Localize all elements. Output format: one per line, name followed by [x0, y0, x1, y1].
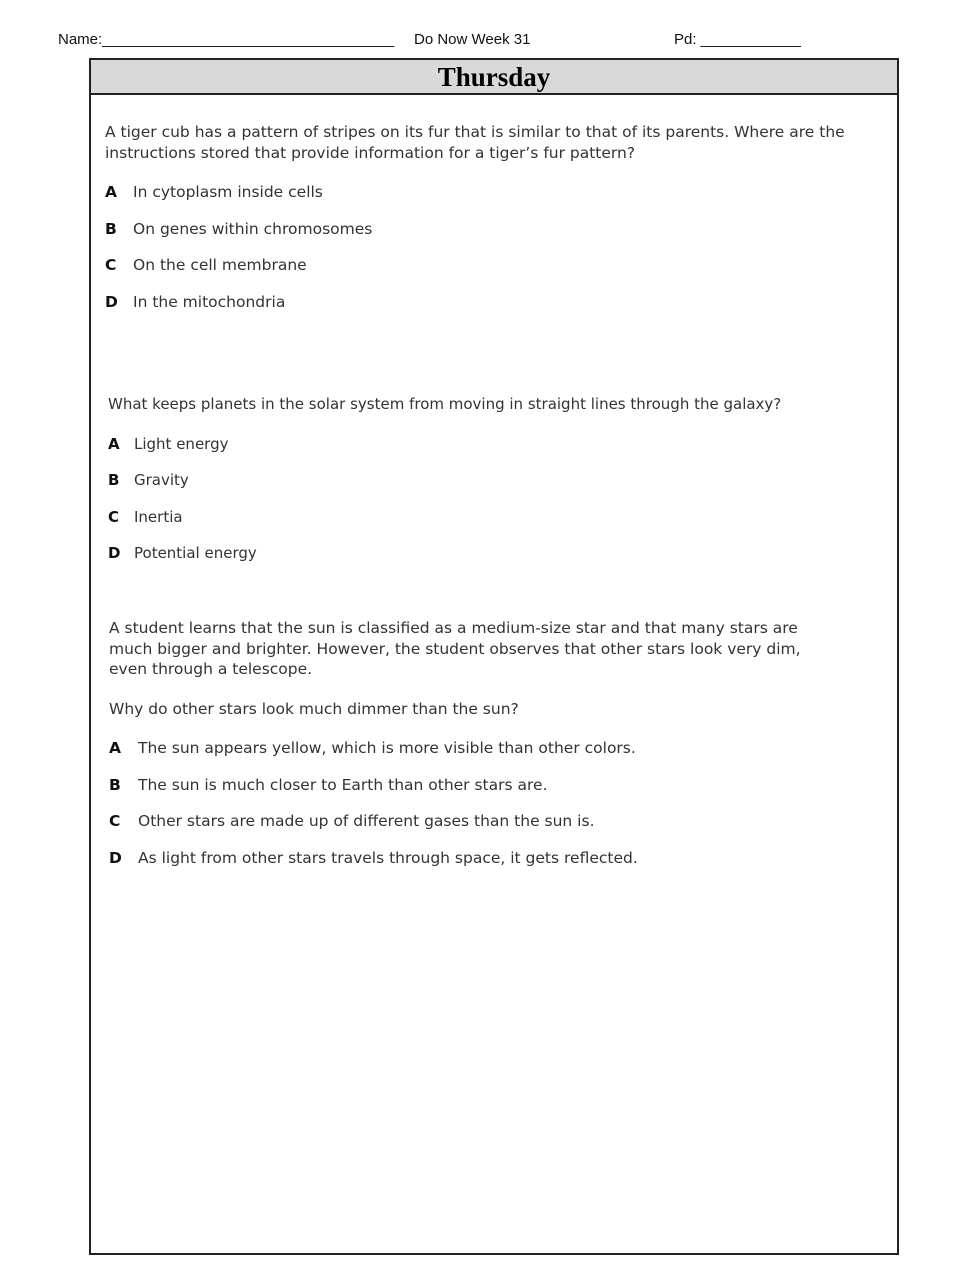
option-text: Gravity [134, 471, 189, 489]
option-letter: C [109, 812, 121, 830]
option-text: Potential energy [134, 544, 257, 562]
question-3-sub-question: Why do other stars look much dimmer than the sun? [109, 699, 519, 718]
question-1-stem: A tiger cub has a pattern of stripes on its fur that is similar to that of its parents. Where are the instructions stored that provide information for a tiger’s fur pattern? [105, 123, 845, 162]
name-field[interactable]: Name:___________________________________ [58, 31, 395, 48]
question-2 [108, 394, 868, 563]
question-2-stem: What keeps planets in the solar system from moving in straight lines through the galaxy? [108, 395, 782, 413]
question-3-option-c[interactable] [109, 811, 869, 831]
question-1-option-d[interactable] [105, 292, 865, 312]
worksheet-title: Do Now Week 31 [414, 31, 531, 48]
question-2-option-b[interactable] [108, 470, 868, 490]
option-text: The sun appears yellow, which is more visible than other colors. [138, 739, 636, 757]
option-letter: A [109, 739, 121, 757]
question-3-stem: A student learns that the sun is classified as a medium-size star and that many stars are much bigger and brighter. However, the student observes that other stars look very dim, even through a telescope. [109, 619, 801, 678]
option-letter: A [108, 434, 120, 453]
option-text: In the mitochondria [133, 292, 286, 311]
option-letter: B [108, 471, 120, 489]
period-field[interactable]: Pd: ____________ [674, 31, 801, 48]
option-letter: D [108, 544, 121, 562]
question-3-option-b[interactable] [109, 775, 869, 795]
question-1 [105, 122, 865, 312]
question-1-option-b[interactable] [105, 219, 865, 239]
question-1-option-a[interactable] [105, 182, 865, 202]
option-text: Inertia [134, 507, 183, 526]
question-3-option-a[interactable] [109, 738, 869, 758]
question-2-option-d[interactable] [108, 543, 868, 563]
option-text: Other stars are made up of different gases than the sun is. [138, 812, 595, 830]
question-2-option-a[interactable] [108, 434, 868, 454]
day-banner: Thursday [91, 60, 897, 95]
option-letter: B [109, 775, 121, 794]
question-2-option-c[interactable] [108, 507, 868, 527]
option-letter: B [105, 219, 117, 238]
option-text: On the cell membrane [133, 256, 307, 274]
question-3-option-d[interactable] [109, 848, 869, 868]
question-3 [109, 618, 869, 868]
option-text: As light from other stars travels through space, it gets reflected. [138, 848, 638, 867]
option-letter: A [105, 183, 117, 201]
option-letter: D [105, 292, 118, 311]
option-letter: C [105, 256, 117, 274]
option-text: Light energy [134, 434, 229, 453]
option-text: The sun is much closer to Earth than other stars are. [138, 775, 548, 794]
question-1-option-c[interactable] [105, 255, 865, 275]
option-text: On genes within chromosomes [133, 219, 373, 238]
option-text: In cytoplasm inside cells [133, 183, 323, 201]
option-letter: D [109, 848, 122, 867]
option-letter: C [108, 507, 120, 526]
